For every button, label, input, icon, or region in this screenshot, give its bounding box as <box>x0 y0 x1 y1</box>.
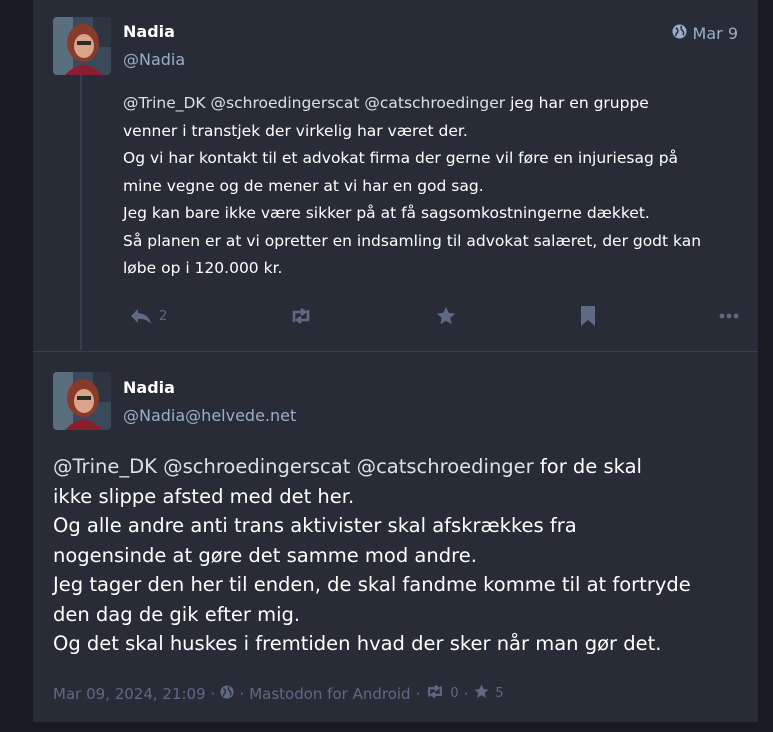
ellipsis-icon <box>719 313 739 319</box>
content-line: nogensinde at gøre det samme mod andre. <box>53 543 477 567</box>
retweet-icon <box>425 684 445 703</box>
boost-count[interactable]: 0 <box>450 686 459 701</box>
mention-link[interactable]: @catschroedinger <box>364 94 506 112</box>
content-line: Jeg tager den her til enden, de skal fandme komme til at fortryde <box>53 573 691 596</box>
avatar[interactable] <box>53 372 111 430</box>
account-handle[interactable]: @Nadia@helvede.net <box>123 406 297 425</box>
display-name[interactable]: Nadia <box>123 22 175 41</box>
content-line: løbe op i 120.000 kr. <box>123 259 283 277</box>
status-time[interactable] <box>672 24 738 43</box>
separator: · <box>239 684 245 703</box>
content-text: for de skal <box>539 455 642 478</box>
content-line: Så planen er at vi opretter en indsamling til advokat salæret, der godt kan <box>123 231 702 250</box>
status-action-bar <box>129 300 739 332</box>
content-line: Jeg kan bare ikke være sikker på at få sagsomkostningerne dækket. <box>123 204 650 222</box>
thread-view <box>33 0 758 722</box>
favourite-button[interactable] <box>435 305 457 327</box>
content-line: venner i transtjek der virkelig har været der. <box>123 121 468 140</box>
display-name[interactable]: Nadia <box>123 378 175 397</box>
status-content <box>123 90 743 283</box>
bookmark-button[interactable] <box>579 305 597 327</box>
status-meta <box>53 683 504 704</box>
boost-button[interactable] <box>289 307 313 325</box>
avatar-image <box>53 17 111 75</box>
content-line: Og alle andre anti trans aktivister skal afskrækkes fra <box>53 514 577 537</box>
favourite-count[interactable]: 5 <box>495 686 504 701</box>
mention-link[interactable]: @catschroedinger <box>356 455 534 478</box>
application-name: Mastodon for Android <box>249 684 411 703</box>
reply-button[interactable] <box>129 306 167 326</box>
content-line: mine vegne og de mener at vi har en god sag. <box>123 176 484 195</box>
mention-link[interactable]: @schroedingerscat <box>210 94 360 112</box>
content-text: jeg har en gruppe <box>510 94 649 112</box>
retweet-icon <box>289 307 313 325</box>
star-icon <box>473 683 490 704</box>
content-line: Og vi har kontakt til et advokat firma der gerne vil føre en injuriesag på <box>123 149 679 167</box>
globe-icon <box>672 24 687 43</box>
star-icon <box>435 305 457 327</box>
avatar[interactable] <box>53 17 111 75</box>
avatar-image <box>53 372 111 430</box>
content-line: Og det skal huskes i fremtiden hvad der sker når man gør det. <box>53 632 662 655</box>
more-button[interactable] <box>719 313 739 319</box>
reply-all-icon <box>129 306 153 326</box>
reply-count: 2 <box>159 308 168 324</box>
separator: · <box>463 684 469 703</box>
mention-link[interactable]: @Trine_DK <box>53 455 157 478</box>
account-handle[interactable]: @Nadia <box>123 50 186 69</box>
mention-link[interactable]: @schroedingerscat <box>163 455 351 478</box>
separator: · <box>210 684 216 703</box>
separator: · <box>415 684 421 703</box>
globe-icon <box>220 685 234 703</box>
content-line <box>123 90 743 118</box>
bookmark-icon <box>579 305 597 327</box>
time-label: Mar 9 <box>692 24 738 43</box>
mention-link[interactable]: @Trine_DK <box>123 94 206 112</box>
status-reply[interactable] <box>33 0 758 351</box>
content-line: ikke slippe afsted med det her. <box>53 484 355 508</box>
status-content <box>53 452 743 659</box>
timestamp-link[interactable]: Mar 09, 2024, 21:09 <box>53 684 206 703</box>
content-line: den dag de gik efter mig. <box>53 602 301 626</box>
content-line <box>53 452 743 482</box>
